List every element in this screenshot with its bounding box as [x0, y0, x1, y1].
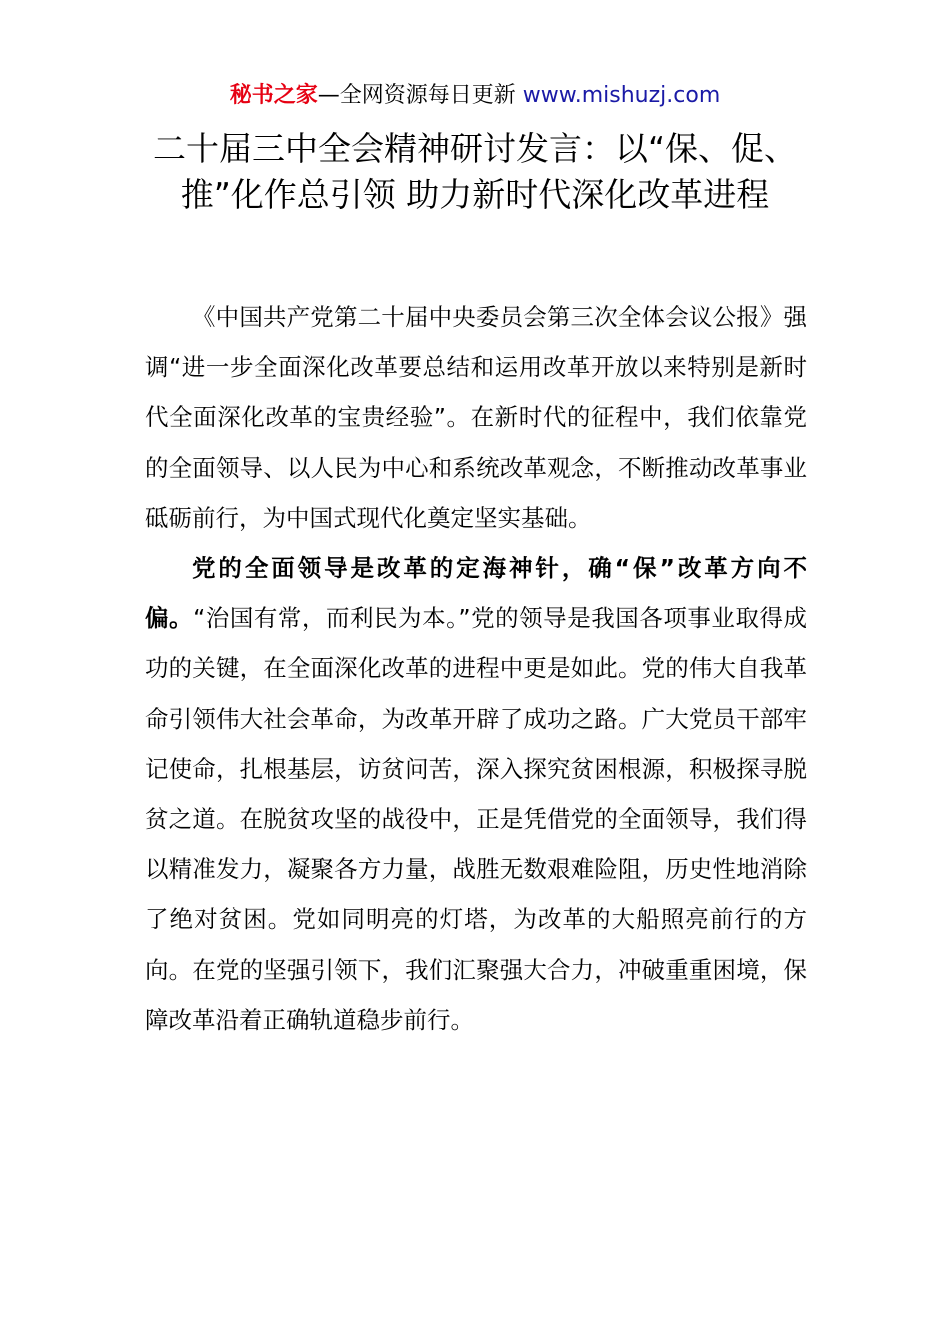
- paragraph-text: 《中国共产党第二十届中央委员会第三次全体会议公报》强调“进一步全面深化改革要总结和运用改革开放以来特别是新时代全面深化改革的宝贵经验”。在新时代的征程中，我们依靠党的全面领导、以人民为中心和系统改革观念，不断推动改革事业砥砺前行，为中国式现代化奠定坚实基础。: [145, 303, 807, 532]
- paragraph: [145, 543, 807, 1045]
- paragraph-lead: 党的全面领导是改革的定海神针，确“保”改革方向不偏。: [145, 554, 807, 633]
- site-header: [0, 80, 950, 112]
- site-name: 秘书之家: [229, 83, 318, 108]
- paragraph: [145, 292, 807, 543]
- site-url-link[interactable]: www.mishuzj.com: [522, 83, 721, 108]
- paragraph-text: “治国有常，而利民为本。”党的领导是我国各项事业取得成功的关键，在全面深化改革的进程中更是如此。党的伟大自我革命引领伟大社会革命，为改革开辟了成功之路。广大党员干部牢记使命，扎根基层，访贫问苦，深入探究贫困根源，积极探寻脱贫之道。在脱贫攻坚的战役中，正是凭借党的全面领导，我们得以精准发力，凝聚各方力量，战胜无数艰难险阻，历史性地消除了绝对贫困。党如同明亮的灯塔，为改革的大船照亮前行的方向。在党的坚强引领下，我们汇聚强大合力，冲破重重困境，保障改革沿着正确轨道稳步前行。: [145, 604, 808, 1034]
- document-title: 二十届三中全会精神研讨发言：以“保、促、推”化作总引领 助力新时代深化改革进程: [152, 129, 798, 214]
- document-body: [145, 292, 807, 1045]
- site-tagline: —全网资源每日更新: [317, 83, 523, 108]
